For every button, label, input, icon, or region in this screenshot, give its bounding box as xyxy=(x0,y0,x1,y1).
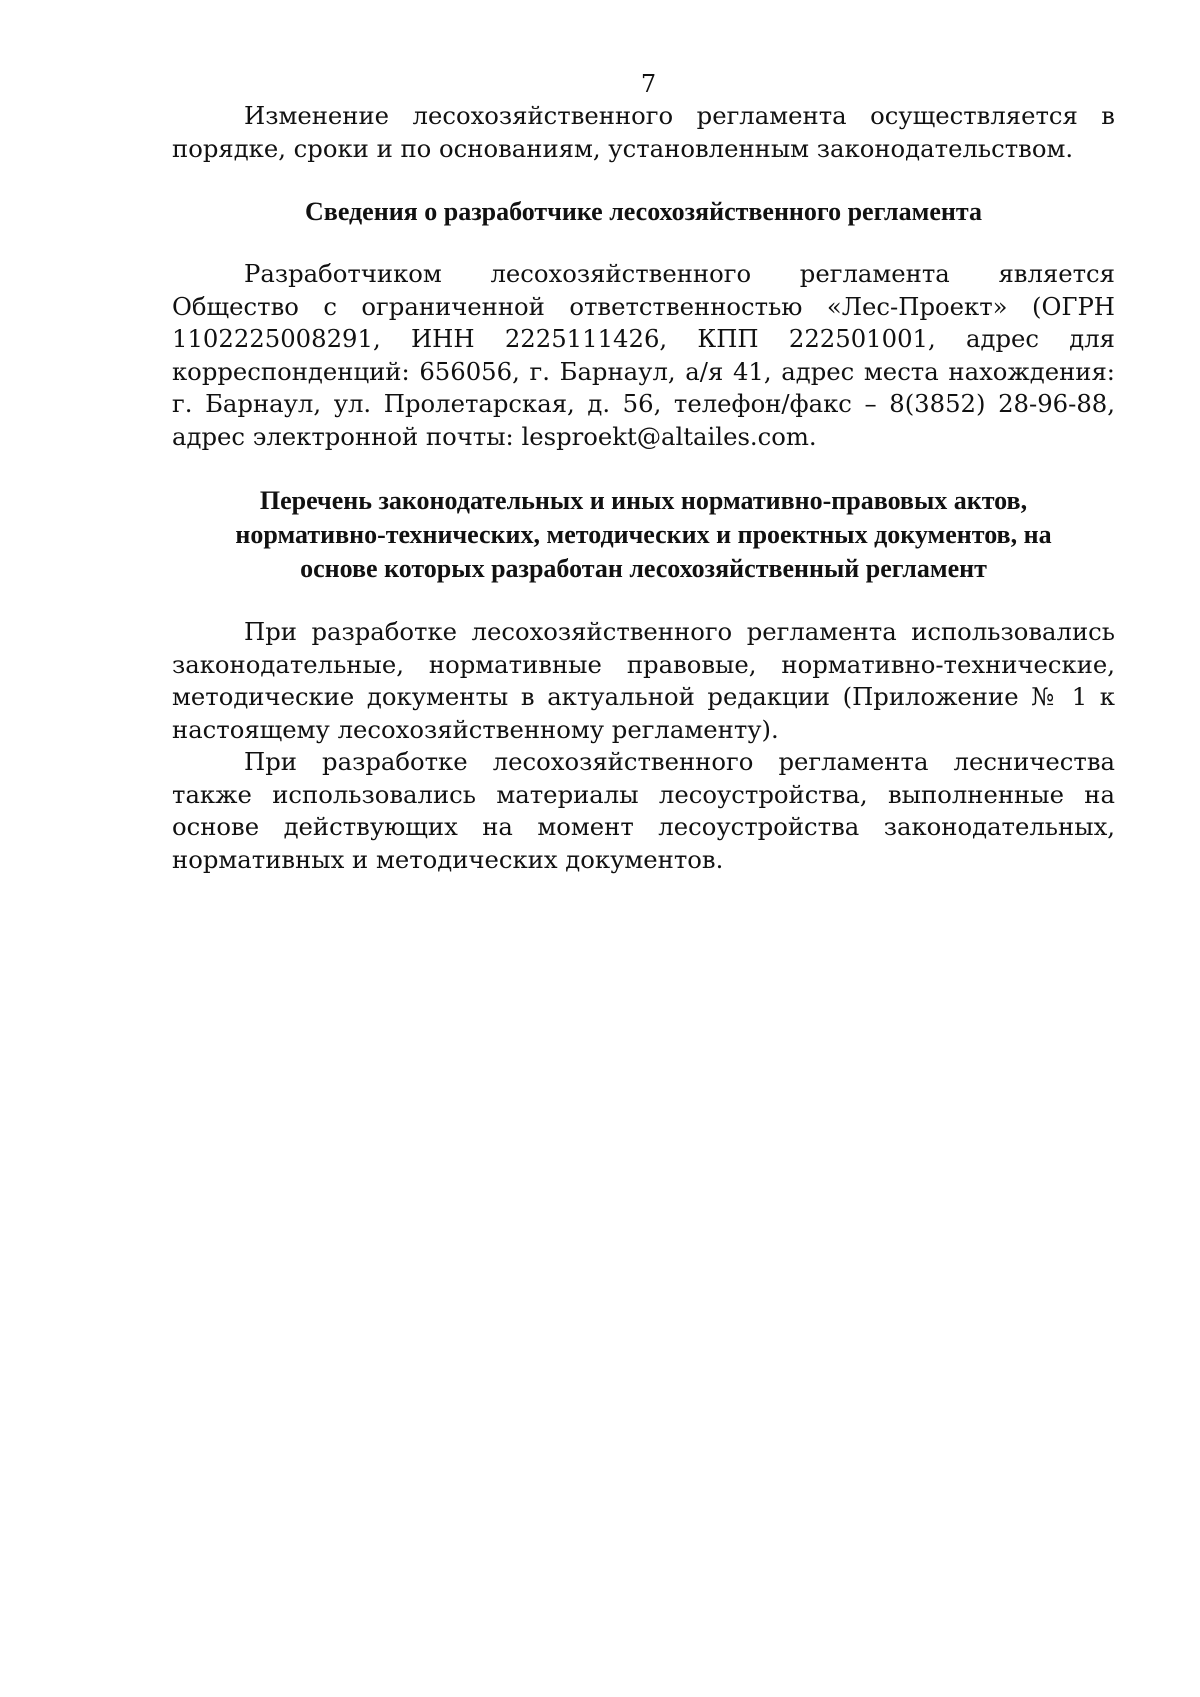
document-page xyxy=(172,70,1115,876)
acts-paragraph-1: При разработке лесохозяйственного регламента использовались законодательные, нормативные правовые, нормативно-технические, методические документы в актуальной редакции (Приложение № 1 к настоящему лесохозяйственному регламенту). xyxy=(172,617,1115,744)
section-heading-developer: Сведения о разработчике лесохозяйственного регламента xyxy=(305,197,982,226)
acts-paragraph-2: При разработке лесохозяйственного регламента лесничества также использовались материалы лесоустройства, выполненные на основе действующих на момент лесоустройства законодательных, нормативных и методических документов. xyxy=(172,747,1115,874)
section-heading-line: нормативно-технических, методических и проектных документов, на xyxy=(235,520,1052,549)
developer-paragraph: Разработчиком лесохозяйственного регламента является Общество с ограниченной ответственностью «Лес-Проект» (ОГРН 1102225008291, ИНН 2225111426, КПП 222501001, адрес для корреспонденций: 656056, г. Барнаул, а/я 41, адрес места нахождения: г. Барнаул, ул. Пролетарская, д. 56, телефон/факс – 8(3852) 28-96-88, адрес электронной почты: lesproekt@altailes.com. xyxy=(172,259,1115,451)
intro-paragraph: Изменение лесохозяйственного регламента осуществляется в порядке, сроки и по основаниям, установленным законодательством. xyxy=(172,101,1115,163)
section-heading-line: основе которых разработан лесохозяйственный регламент xyxy=(300,554,987,583)
section-heading-line: Перечень законодательных и иных нормативно-правовых актов, xyxy=(259,486,1028,515)
page-number: 7 xyxy=(640,70,657,98)
section-heading-acts-list xyxy=(172,484,1115,586)
